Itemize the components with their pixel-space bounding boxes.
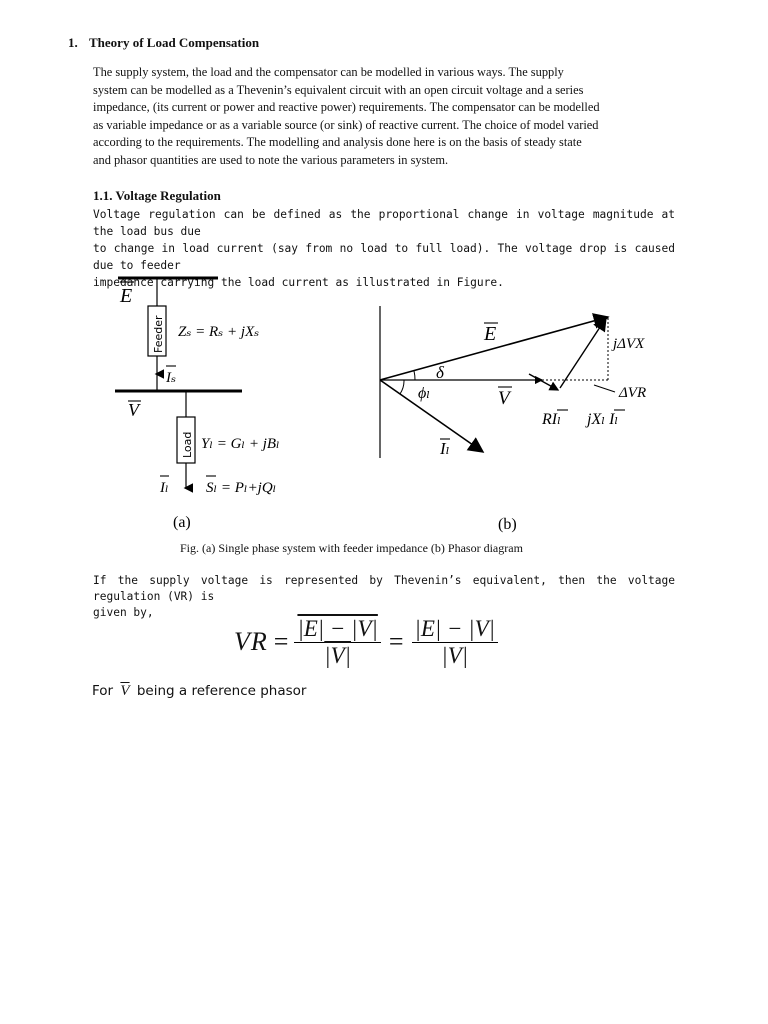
reference-phasor-line	[92, 683, 306, 700]
i-label: Iₗ	[440, 439, 450, 458]
vr-equation	[234, 610, 544, 674]
reference-prefix: For	[92, 683, 114, 699]
vr-line: to change in load current (say from no load to full load). The voltage drop is caused due to feeder	[93, 242, 675, 272]
delta-label: δ	[436, 363, 444, 382]
intro-line: impedance, (its current or power and reactive power) requirements. The compensator can be modelled	[93, 100, 600, 114]
delta-vr-label: ΔVR	[619, 385, 647, 401]
phasor-diagram	[370, 296, 670, 536]
equals-sign-2: =	[388, 627, 404, 656]
fraction-1-numerator: |E| − |V|	[294, 616, 380, 643]
feeder-label: Feeder	[152, 315, 165, 353]
section-heading	[68, 35, 259, 51]
section-title: Theory of Load Compensation	[89, 35, 260, 50]
bus-voltage-label: V	[128, 400, 139, 420]
delta-arc	[414, 371, 415, 380]
phi-label: ϕₗ	[418, 385, 431, 402]
feeder-current-label: Iₛ	[166, 370, 177, 386]
v-label: V	[498, 388, 510, 409]
vr-line: Voltage regulation can be defined as the proportional change in voltage magnitude at the load bus due	[93, 208, 675, 238]
delta-vr-pointer	[594, 385, 615, 392]
phi-arc	[400, 380, 404, 394]
vr-line: impedance carrying the load current as illustrated in Figure.	[93, 276, 504, 289]
intro-line: as variable impedance or as a variable source (or sink) of reactive current. The choice of model varied	[93, 117, 599, 132]
fraction-2-numerator: |E| − |V|	[412, 616, 498, 643]
reference-suffix: being a reference phasor	[136, 683, 307, 699]
thevenin-line: given by,	[93, 606, 154, 619]
subsection-heading: 1.1. Voltage Regulation	[93, 188, 221, 203]
intro-paragraph	[93, 64, 675, 169]
jxi-label: jXₗ Iₗ	[587, 411, 619, 428]
load-power-label: Sₗ = Pₗ+jQₗ	[206, 480, 277, 496]
figure-b-label: (b)	[498, 516, 517, 533]
figure-caption: Fig. (a) Single phase system with feeder impedance (b) Phasor diagram	[180, 541, 523, 555]
equation-lhs: VR	[234, 627, 268, 656]
fraction-1	[294, 616, 380, 669]
reference-variable: $\overline{V}$	[120, 683, 130, 699]
ri-label: RIₗ	[542, 411, 561, 428]
figure-a-label: (a)	[173, 514, 191, 531]
load-admittance-label: Yₗ = Gₗ + jBₗ	[201, 436, 280, 452]
intro-line: system can be modelled as a Thevenin’s equivalent circuit with an open circuit voltage and a series	[93, 82, 584, 97]
feeder-impedance-label: Zₛ = Rₛ + jXₛ	[178, 324, 260, 340]
intro-line: The supply system, the load and the compensator can be modelled in various ways. The supply	[93, 65, 564, 79]
intro-line: and phasor quantities are used to note the various parameters in system.	[93, 152, 449, 167]
fraction-1-denominator: |V|	[324, 642, 351, 668]
ri-phasor	[529, 374, 558, 390]
e-label: E	[484, 323, 497, 345]
j-delta-vx-label: jΔVX	[613, 336, 645, 352]
load-label: Load	[181, 431, 194, 458]
i-phasor	[380, 380, 483, 452]
source-voltage-label: E	[120, 285, 133, 307]
fraction-2-denominator: |V|	[441, 642, 469, 668]
intro-line: according to the requirements. The modelling and analysis done here is on the basis of steady state	[93, 135, 582, 149]
load-current-label: Iₗ	[160, 480, 169, 496]
fraction-2	[412, 616, 498, 669]
section-number: 1.	[68, 35, 78, 50]
equals-sign: =	[273, 627, 289, 656]
circuit-diagram	[100, 270, 320, 540]
thevenin-line: If the supply voltage is represented by Thevenin’s equivalent, then the voltage regulation (VR) is	[93, 574, 675, 603]
